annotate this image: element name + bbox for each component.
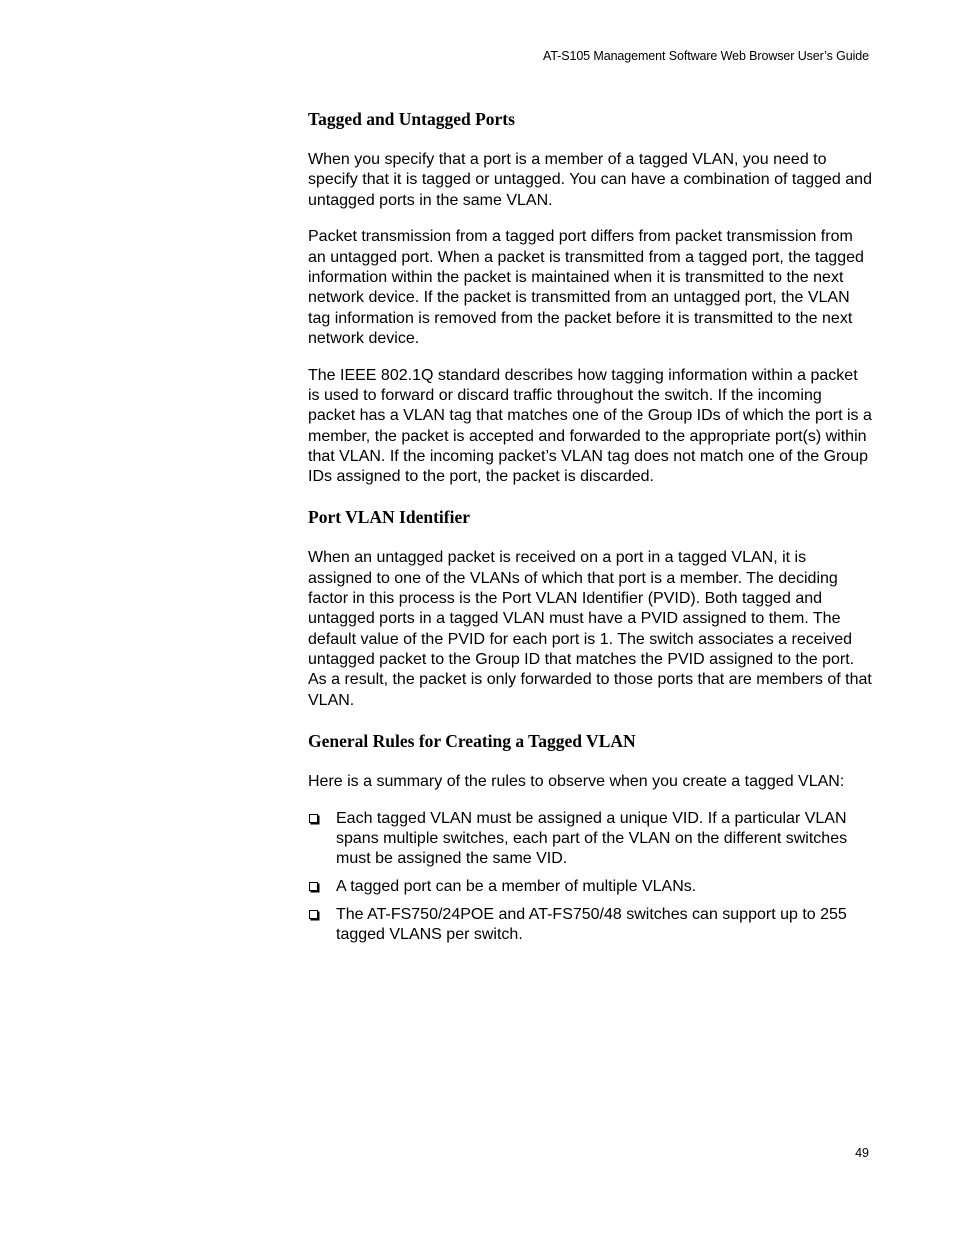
section-port-vlan-identifier <box>308 504 873 710</box>
list-item-text: A tagged port can be a member of multiple VLANs. <box>336 878 697 896</box>
paragraph: Packet transmission from a tagged port differs from packet transmission from an untagged port. When a packet is transmitted from a tagged port, the tagged information within the packet is maintained when it is transmitted to the next network device. If the packet is transmitted from an untagged port, the VLAN tag information is removed from the packet before it is transmitted to the next network device. <box>308 228 864 347</box>
section-tagged-untagged-ports <box>308 106 873 487</box>
list-item <box>308 877 873 897</box>
list-item <box>308 809 873 870</box>
paragraph: When an untagged packet is received on a port in a tagged VLAN, it is assigned to one of the VLANs of which that port is a member. The deciding factor in this process is the Port VLAN Identifier (PVID). Both tagged and untagged ports in a tagged VLAN must have a PVID assigned to them. The default value of the PVID for each port is 1. The switch associates a received untagged packet to the Group ID that matches the PVID assigned to the port. As a result, the packet is only forwarded to those ports that are members of that VLAN. <box>308 549 872 709</box>
checkbox-square-icon <box>309 814 318 823</box>
checkbox-square-icon <box>309 882 318 891</box>
section-heading: General Rules for Creating a Tagged VLAN <box>308 730 636 751</box>
paragraph: Here is a summary of the rules to observe when you create a tagged VLAN: <box>308 772 845 790</box>
section-general-rules <box>308 728 873 946</box>
list-item-text: Each tagged VLAN must be assigned a unique VID. If a particular VLAN spans multiple switches, each part of the VLAN on the different switches must be assigned the same VID. <box>336 809 848 868</box>
running-header: AT-S105 Management Software Web Browser User’s Guide <box>543 49 869 63</box>
rules-list <box>308 809 873 946</box>
paragraph: The IEEE 802.1Q standard describes how tagging information within a packet is used to forward or discard traffic throughout the switch. If the incoming packet has a VLAN tag that matches one of the Group IDs of which the port is a member, the packet is accepted and forwarded to the appropriate port(s) within that VLAN. If the incoming packet’s VLAN tag does not match one of the Group IDs assigned to the port, the packet is discarded. <box>308 366 872 486</box>
list-item-text: The AT-FS750/24POE and AT-FS750/48 switches can support up to 255 tagged VLANS per switch. <box>336 905 847 944</box>
page-number: 49 <box>855 1146 869 1160</box>
page-content <box>308 106 873 953</box>
paragraph: When you specify that a port is a member of a tagged VLAN, you need to specify that it is tagged or untagged. You can have a combination of tagged and untagged ports in the same VLAN. <box>308 151 872 209</box>
list-item <box>308 905 873 946</box>
checkbox-square-icon <box>309 910 318 919</box>
section-heading: Tagged and Untagged Ports <box>308 109 515 129</box>
section-heading: Port VLAN Identifier <box>308 507 471 528</box>
